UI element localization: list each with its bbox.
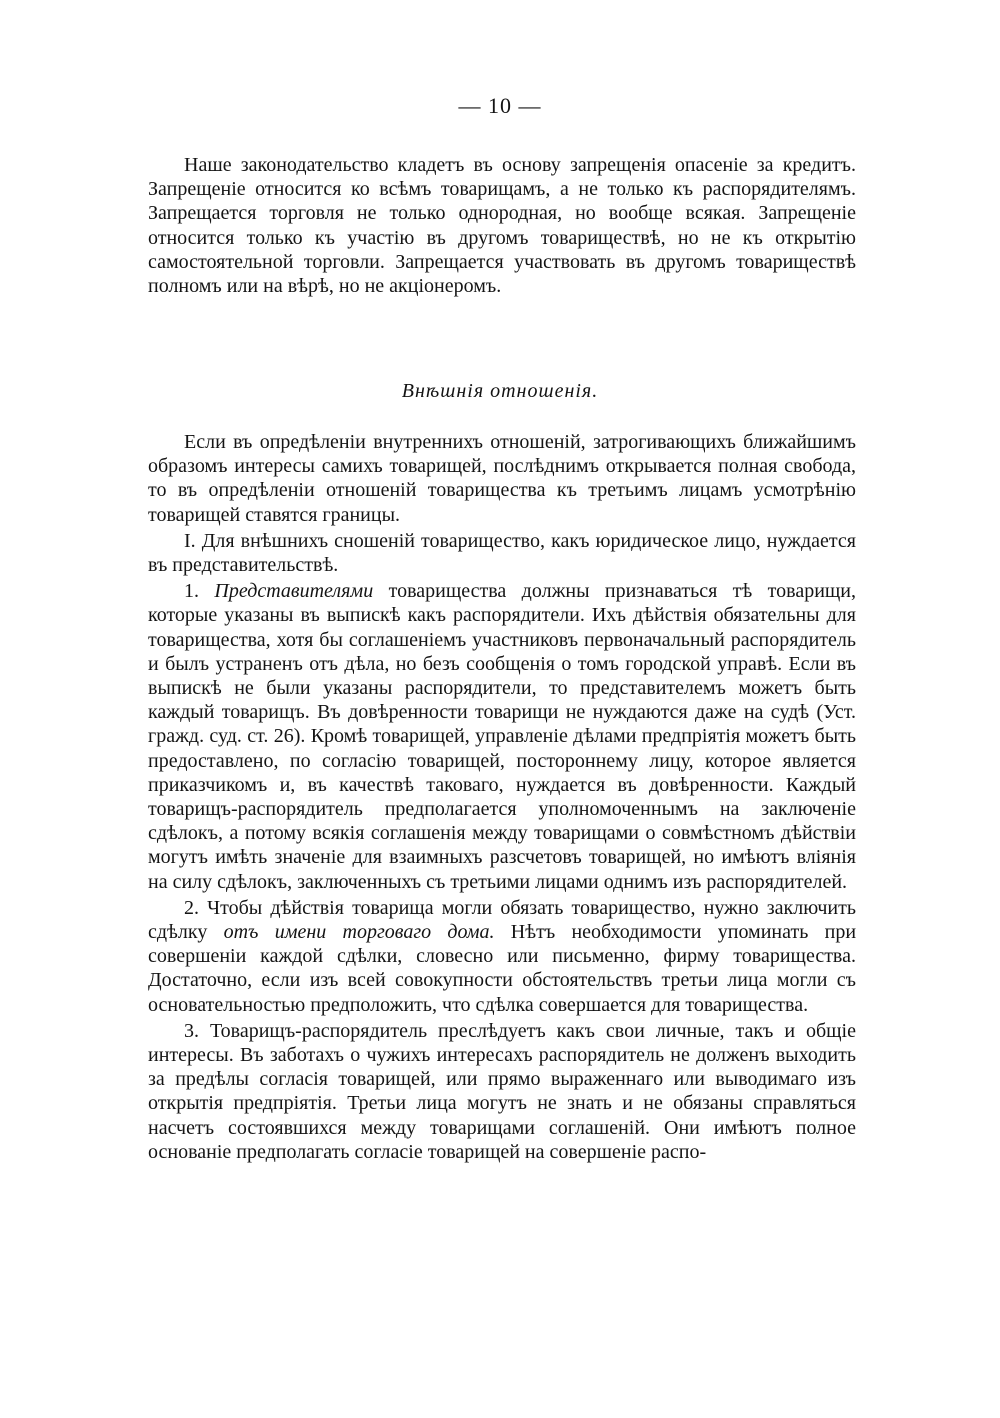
text-block-main [148,430,856,1164]
paragraph-representatives-lead: 1. [184,580,215,603]
paragraph-trade-house-rest: Нѣтъ необходимости упоминать при совершеніи каждой сдѣлки, словесно или письменно, фирму товарищества. Достаточно, если изъ всей совокупности обстоятельствъ третьи лица могли съ основательностью предположить, что сдѣлка совершается для товарищества. [148,921,857,1016]
paragraph-representation: I. Для внѣшнихъ сношеній товарищество, какъ юридическое лицо, нуждается въ представительствѣ. [148,529,856,577]
paragraph-representatives-emphasis: Представителями [214,580,374,603]
paragraph-trade-house-emphasis: отъ имени торговаго дома. [223,921,495,944]
paragraph-representatives-rest: товарищества должны признаваться тѣ товарищи, которые указаны въ выпискѣ какъ распорядители. Ихъ дѣйствія обязательны для товарищества, хотя бы соглашеніемъ участниковъ первоначальный распорядитель и былъ устраненъ отъ дѣла, но безъ сообщенія о томъ городской управѣ. Если въ выпискѣ не были указаны распорядители, то представителемъ можетъ быть каждый товарищъ. Въ довѣренности товарищи не нуждаются даже на судѣ (Уст. гражд. суд. ст. 26). Кромѣ товарищей, управленіе дѣлами предпріятія можетъ быть предоставлено, по согласію товарищей, постороннему лицу, которое является приказчикомъ и, въ качествѣ таковаго, нуждается въ довѣренности. Каждый товарищъ-распорядитель предполагается уполномоченнымъ на заключеніе сдѣлокъ, а потому всякія соглашенія между товарищами о совмѣстномъ дѣйствіи могутъ имѣть значеніе для взаимныхъ разсчетовъ товарищей, но имѣютъ вліянія на силу сдѣлокъ, заключенныхъ съ третьими лицами однимъ изъ распорядителей. [148,580,857,893]
paragraph-trade-house-name [148,896,856,1017]
text-block-top [148,153,856,298]
paragraph-manager-interests: 3. Товарищъ-распорядитель преслѣдуетъ какъ свои личные, такъ и общіе интересы. Въ заботахъ о чужихъ интересахъ распорядитель не долженъ выходить за предѣлы согласія товарищей, или прямо выраженнаго или выводимаго изъ открытія предпріятія. Третьи лица могутъ не знать и не обязаны справляться насчетъ состоявшихся между товарищами соглашеній. Они имѣютъ полное основаніе предполагать согласіе товарищей на совершеніе распо- [148,1019,856,1163]
paragraph-representatives [148,579,856,894]
paragraph-external-relations: Если въ опредѣленіи внутреннихъ отношеній, затрогивающихъ ближайшимъ образомъ интересы самихъ товарищей, послѣднимъ открывается полная свобода, то въ опредѣленіи отношеній товарищества къ третьимъ лицамъ усмотрѣнію товарищей ставятся границы. [148,431,856,526]
section-heading: Внѣшнія отношенія. [401,380,599,402]
paragraph-trade-house-lead: 2. Чтобы дѣйствія товарища могли обязать товарищество, нужно заключить сдѣлку [148,896,856,944]
paragraph-prohibition: Наше законодательство кладетъ въ основу запрещенія опасеніе за кредитъ. Запрещеніе относится ко всѣмъ товарищамъ, а не только къ распорядителямъ. Запрещается торговля не только однородная, но вообще всякая. Запрещеніе относится только къ участію въ другомъ товариществѣ, но не къ открытію самостоятельной торговли. Запрещается участвовать въ другомъ товариществѣ полномъ или на вѣрѣ, но не акціонеромъ. [148,154,856,298]
page-number: — 10 — [458,93,542,118]
